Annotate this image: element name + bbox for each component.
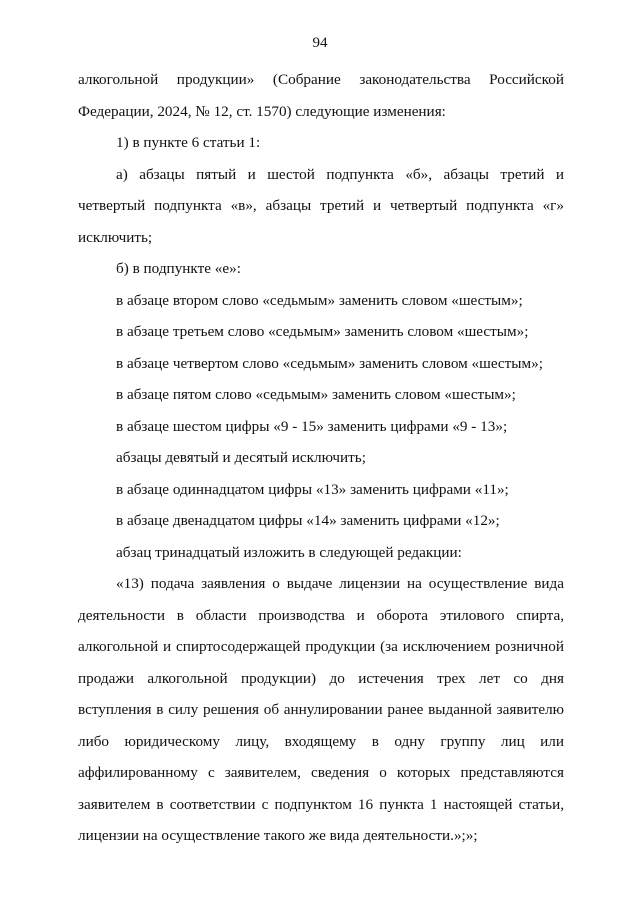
paragraph-item-1: 1) в пункте 6 статьи 1: — [116, 134, 261, 151]
paragraph-change-sixth: в абзаце шестом цифры «9 - 15» заменить цифрами «9 - 13»; — [116, 417, 508, 435]
paragraph-thirteenth-intro: абзац тринадцатый изложить в следующей редакции: — [116, 543, 462, 561]
paragraph-thirteenth-new-text: «13) подача заявления о выдаче лицензии на осуществление вида деятельности в области производства и оборота этилового спирта, алкогольной и спиртосодержащей продукции (за исключением розничной продажи алкогольной продукции) до истечения трех лет со дня вступления в силу решения об аннулировании ранее выданной заявителю либо юридическому лицу, входящему в одну группу лиц или аффилированному с заявителем, сведения о которых представляются заявителем в соответствии с подпунктом 16 пункта 1 настоящей статьи, лицензии на осуществление такого же вида деятельности.»;»; — [78, 575, 564, 844]
paragraph-item-a: а) абзацы пятый и шестой подпункта «б», абзацы третий и четвертый подпункта «в», абзацы третий и четвертый подпункта «г» исключить; — [78, 165, 564, 246]
paragraph-exclude-ninth-tenth: абзацы девятый и десятый исключить; — [116, 449, 366, 466]
paragraph-change-twelfth: в абзаце двенадцатом цифры «14» заменить цифрами «12»; — [116, 512, 500, 529]
paragraph-change-fourth: в абзаце четвертом слово «седьмым» заменить словом «шестым»; — [116, 354, 543, 372]
document-body — [78, 64, 564, 852]
paragraph-change-third: в абзаце третьем слово «седьмым» заменить словом «шестым»; — [116, 323, 529, 340]
page-number: 94 — [312, 35, 328, 51]
paragraph-change-fifth: в абзаце пятом слово «седьмым» заменить словом «шестым»; — [116, 386, 516, 403]
paragraph-change-eleventh: в абзаце одиннадцатом цифры «13» заменить цифрами «11»; — [116, 480, 509, 498]
paragraph-intro: алкогольной продукции» (Собрание законодательства Российской Федерации, 2024, № 12, ст. 1570) следующие изменения: — [78, 71, 564, 120]
paragraph-change-second: в абзаце втором слово «седьмым» заменить словом «шестым»; — [116, 291, 523, 309]
paragraph-item-b: б) в подпункте «е»: — [116, 260, 241, 277]
